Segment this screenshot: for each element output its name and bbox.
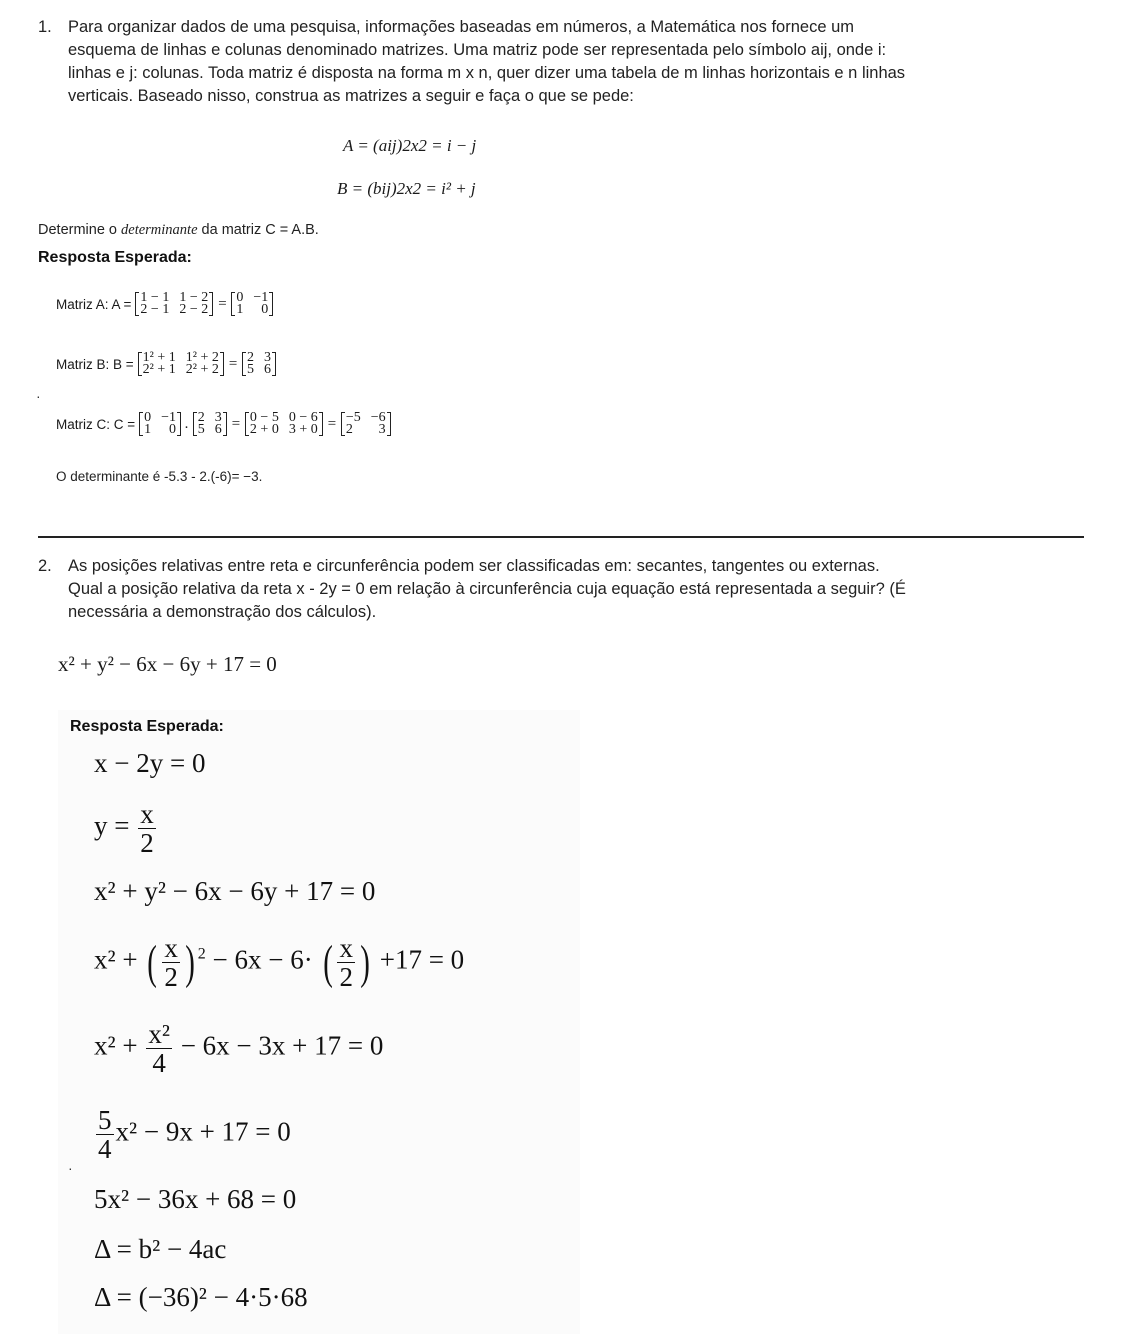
right-paren: ) <box>185 935 195 989</box>
fraction <box>138 800 156 857</box>
matrix-cell: 0 − 5 <box>249 410 279 425</box>
matrix-cell: 1 <box>144 422 152 437</box>
matrix-cell: 2 − 1 <box>140 302 170 317</box>
determinant-result: O determinante é -5.3 - 2.(-6)= −3. <box>56 469 263 484</box>
matrix-cell: 3 <box>378 422 386 437</box>
task-suffix: da matriz C = A.B. <box>197 222 319 238</box>
matrix-a-line <box>56 292 273 316</box>
matrix-cell: 5 <box>197 422 205 437</box>
matrix-cell: 6 <box>214 422 222 437</box>
matrix-cell: 6 <box>263 362 271 377</box>
matrix-c-result <box>341 412 391 436</box>
matrix-c-label: Matriz C: C = <box>56 416 136 432</box>
step-7: 5x² − 36x + 68 = 0 <box>94 1184 297 1214</box>
step-4-b: − 6x − 6· <box>212 944 313 975</box>
question-2-line: necessária a demonstração dos cálculos). <box>68 603 377 621</box>
matrix-cell: 2 <box>197 410 205 425</box>
matrix-a-label: Matriz A: A = <box>56 296 132 312</box>
question-1-number: 1. <box>38 18 52 36</box>
denominator: 2 <box>140 828 154 858</box>
matrix-a-result <box>231 292 273 316</box>
numerator: x <box>339 933 353 963</box>
matrix-cell: 3 <box>263 350 271 365</box>
matrix-cell: −6 <box>370 410 386 425</box>
circle-equation: x² + y² − 6x − 6y + 17 = 0 <box>58 652 277 676</box>
question-2-number: 2. <box>38 557 52 575</box>
denominator: 4 <box>152 1048 166 1078</box>
fraction <box>96 1106 114 1163</box>
matrix-b-line <box>56 352 276 376</box>
numerator: x² <box>148 1019 170 1049</box>
step-2-lhs: y = <box>94 810 130 841</box>
matrix-b-result <box>242 352 276 376</box>
equals-sign: = <box>326 415 337 432</box>
step-5-a: x² + <box>94 1030 138 1061</box>
question-1-line: esquema de linhas e colunas denominado matrizes. Uma matriz pode ser representada pelo símbolo aij, onde i: <box>68 41 887 59</box>
matrix-cell: 2² + 1 <box>142 362 176 377</box>
matrix-a-expr <box>135 292 213 316</box>
matrix-cell: 0 <box>236 290 244 305</box>
matrix-cell: 2 <box>246 350 254 365</box>
stray-dot: · <box>68 1160 73 1176</box>
step-3: x² + y² − 6x − 6y + 17 = 0 <box>94 876 376 906</box>
question-1-text <box>68 16 1068 108</box>
question-1-line: Para organizar dados de uma pesquisa, informações baseadas em números, a Matemática nos fornece um <box>68 18 855 36</box>
matrix-cell: −1 <box>253 290 269 305</box>
question-2-line: As posições relativas entre reta e circunferência podem ser classificadas em: secantes, tangentes ou externas. <box>68 557 880 575</box>
step-2 <box>94 800 158 857</box>
fraction <box>162 934 180 991</box>
matrix-cell: 1² + 2 <box>185 350 219 365</box>
step-4-a: x² + <box>94 944 138 975</box>
matrix-cell: 0 − 6 <box>288 410 318 425</box>
matrix-cell: 1² + 1 <box>142 350 176 365</box>
matrix-cell: 1 − 2 <box>179 290 209 305</box>
matrix-cell: 0 <box>261 302 269 317</box>
step-1: x − 2y = 0 <box>94 748 206 778</box>
fraction <box>146 1020 172 1077</box>
question-2-text <box>68 555 1068 624</box>
matrix-cell: 5 <box>246 362 254 377</box>
equals-sign: = <box>230 415 241 432</box>
matrix-cell: 3 <box>214 410 222 425</box>
step-9: Δ = (−36)² − 4·5·68 <box>94 1282 308 1312</box>
exponent: 2 <box>197 945 206 963</box>
task-statement <box>38 222 319 239</box>
numerator: x <box>164 933 178 963</box>
question-1-line: linhas e j: colunas. Toda matriz é disposta na forma m x n, quer dizer uma tabela de m linhas horizontais e n linhas <box>68 64 906 82</box>
matrix-cell: 1 <box>236 302 244 317</box>
equals-sign: = <box>227 355 238 372</box>
matrix-cell: −5 <box>345 410 361 425</box>
question-2-line: Qual a posição relativa da reta x - 2y = 0 em relação à circunferência cuja equação está representada a seguir? (É <box>68 580 906 598</box>
stray-dot: · <box>36 388 41 404</box>
numerator: 5 <box>98 1105 112 1135</box>
matrix-c-line <box>56 412 391 436</box>
equals-sign: = <box>217 295 228 312</box>
matrix-cell: 3 + 0 <box>288 422 318 437</box>
denominator: 2 <box>339 962 353 992</box>
denominator: 4 <box>98 1134 112 1164</box>
multiply-dot: . <box>185 415 189 432</box>
right-paren: ) <box>360 935 370 989</box>
task-italic: determinante <box>121 222 198 238</box>
fraction <box>337 934 355 991</box>
step-4 <box>94 934 464 991</box>
step-6-b: x² − 9x + 17 = 0 <box>115 1116 291 1147</box>
matrix-c-expr <box>245 412 323 436</box>
step-5 <box>94 1020 383 1077</box>
numerator: x <box>140 799 154 829</box>
matrix-cell: −1 <box>161 410 177 425</box>
matrix-c-left <box>139 412 181 436</box>
matrix-cell: 0 <box>144 410 152 425</box>
matrix-b-expr <box>138 352 224 376</box>
matrix-cell: 2 <box>345 422 353 437</box>
definition-b: B = (bij)2x2 = i² + j <box>337 179 476 198</box>
matrix-cell: 0 <box>169 422 177 437</box>
denominator: 2 <box>164 962 178 992</box>
matrix-cell: 2² + 2 <box>185 362 219 377</box>
section-divider <box>38 536 1084 538</box>
step-5-b: − 6x − 3x + 17 = 0 <box>180 1030 384 1061</box>
matrix-b-label: Matriz B: B = <box>56 356 134 372</box>
step-8: Δ = b² − 4ac <box>94 1234 227 1264</box>
matrix-cell: 2 + 0 <box>249 422 279 437</box>
definition-a: A = (aij)2x2 = i − j <box>343 136 477 155</box>
matrix-c-right <box>193 412 227 436</box>
step-6 <box>94 1106 291 1163</box>
question-1-line: verticais. Baseado nisso, construa as matrizes a seguir e faça o que se pede: <box>68 87 634 105</box>
matrix-cell: 2 − 2 <box>179 302 209 317</box>
step-4-c: +17 = 0 <box>379 944 465 975</box>
left-paren: ( <box>322 935 333 989</box>
matrix-cell: 1 − 1 <box>140 290 170 305</box>
task-prefix: Determine o <box>38 222 122 238</box>
answer-label-1: Resposta Esperada: <box>38 249 192 266</box>
left-paren: ( <box>147 935 158 989</box>
answer-label-2: Resposta Esperada: <box>70 718 224 735</box>
